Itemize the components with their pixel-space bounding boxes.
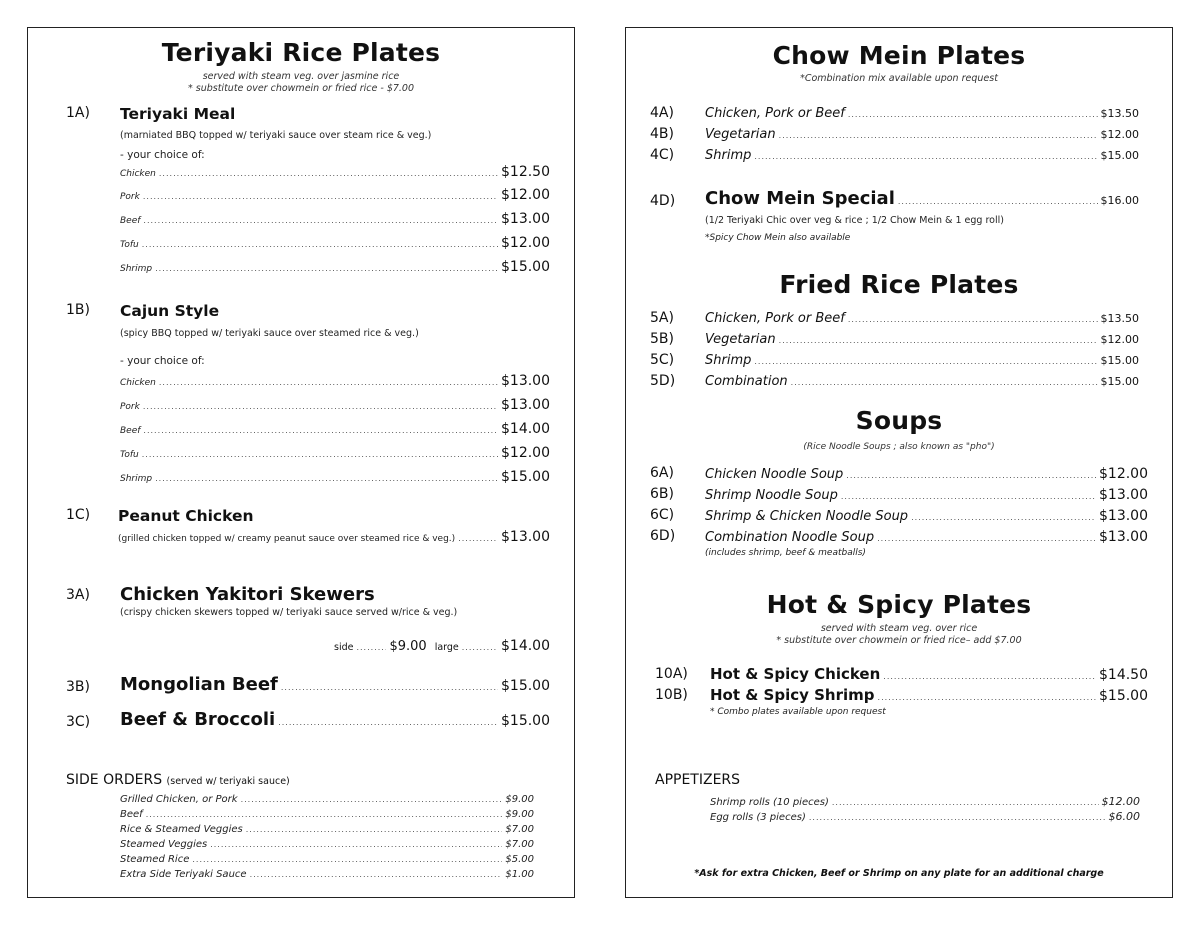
item-number: 10A) bbox=[655, 666, 688, 682]
leader-dots bbox=[848, 315, 1098, 324]
menu-item-row bbox=[120, 445, 550, 461]
item-label: Shrimp Noodle Soup bbox=[705, 488, 838, 503]
item-number: 6A) bbox=[650, 465, 674, 481]
item-label: Shrimp bbox=[120, 474, 153, 484]
item-number: 6D) bbox=[650, 528, 676, 544]
item-price: $13.00 bbox=[501, 529, 550, 545]
item-number: 6C) bbox=[650, 507, 675, 523]
teriyaki-subtitle: served with steam veg. over jasmine rice bbox=[202, 71, 400, 82]
item-price: $7.00 bbox=[505, 839, 534, 850]
menu-item-row bbox=[705, 106, 1139, 121]
item-label: Shrimp & Chicken Noodle Soup bbox=[705, 509, 909, 524]
beef-broccoli-row bbox=[120, 709, 550, 730]
item-number: 1B) bbox=[66, 302, 90, 318]
leader-dots bbox=[458, 534, 498, 543]
item-number: 3C) bbox=[66, 714, 91, 730]
item-number: 3A) bbox=[66, 587, 90, 603]
item-label: Pork bbox=[120, 402, 140, 412]
item-price: $14.00 bbox=[501, 421, 550, 437]
item-price: $13.00 bbox=[1099, 529, 1148, 545]
item-label: Hot & Spicy Chicken bbox=[710, 665, 881, 683]
side-order-row bbox=[120, 794, 534, 805]
menu-item-row bbox=[120, 164, 550, 180]
leader-dots bbox=[155, 474, 498, 483]
leader-dots bbox=[155, 264, 498, 273]
leader-dots bbox=[754, 152, 1097, 161]
menu-item-row bbox=[120, 211, 550, 227]
yakitori-heading: Chicken Yakitori Skewers bbox=[120, 584, 375, 605]
item-price: $6.00 bbox=[1108, 810, 1140, 823]
side-price: $9.00 bbox=[389, 639, 427, 654]
leader-dots bbox=[142, 450, 498, 459]
leader-dots bbox=[246, 825, 503, 834]
menu-item-row bbox=[705, 466, 1148, 482]
item-number: 5A) bbox=[650, 310, 674, 326]
soups-subtitle: (Rice Noodle Soups ; also known as "pho") bbox=[803, 442, 995, 452]
side-orders-note: (served w/ teriyaki sauce) bbox=[166, 776, 290, 787]
item-label: Steamed Veggies bbox=[120, 839, 208, 850]
menu-item-row bbox=[705, 127, 1139, 142]
item-label: Steamed Rice bbox=[120, 854, 190, 865]
menu-item-row bbox=[705, 487, 1148, 503]
leader-dots bbox=[877, 534, 1096, 543]
menu-item-row bbox=[705, 508, 1148, 524]
item-label: Combination bbox=[705, 374, 788, 389]
cajun-style-description: (spicy BBQ topped w/ teriyaki sauce over steamed rice & veg.) bbox=[120, 328, 419, 339]
leader-dots bbox=[142, 240, 498, 249]
choice-label: - your choice of: bbox=[120, 355, 205, 367]
right-menu-panel bbox=[625, 27, 1173, 898]
item-price: $15.00 bbox=[501, 713, 550, 729]
menu-item-row bbox=[705, 332, 1139, 347]
menu-item-row bbox=[120, 469, 550, 485]
teriyaki-substitute-note: * substitute over chowmein or fried rice - $7.00 bbox=[187, 83, 415, 94]
large-price: $14.00 bbox=[501, 638, 550, 654]
side-label: side bbox=[334, 642, 354, 653]
item-label: Chicken, Pork or Beef bbox=[705, 311, 845, 326]
item-label: Pork bbox=[120, 192, 140, 202]
item-number: 6B) bbox=[650, 486, 674, 502]
item-number: 1C) bbox=[66, 507, 91, 523]
leader-dots bbox=[779, 131, 1098, 140]
side-order-row bbox=[120, 854, 534, 865]
leader-dots bbox=[898, 197, 1098, 206]
item-label: Chicken bbox=[120, 378, 156, 388]
item-label: Egg rolls (3 pieces) bbox=[710, 812, 806, 823]
item-label: Shrimp bbox=[705, 148, 752, 163]
side-order-row bbox=[120, 839, 534, 850]
item-price: $12.50 bbox=[501, 164, 550, 180]
leader-dots bbox=[841, 492, 1096, 501]
item-label: Beef bbox=[120, 809, 143, 820]
item-price: $12.00 bbox=[1099, 466, 1148, 482]
hot-spicy-subtitle: served with steam veg. over rice bbox=[820, 623, 978, 634]
leader-dots bbox=[846, 471, 1096, 480]
item-label: Combination Noodle Soup bbox=[705, 530, 875, 545]
leader-dots bbox=[911, 513, 1096, 522]
item-price: $12.00 bbox=[501, 235, 550, 251]
leader-dots bbox=[210, 840, 502, 849]
peanut-chicken-heading: Peanut Chicken bbox=[118, 507, 254, 525]
menu-item-row bbox=[120, 373, 550, 389]
leader-dots bbox=[159, 169, 498, 178]
item-label: Hot & Spicy Shrimp bbox=[710, 686, 875, 704]
side-orders-title bbox=[66, 772, 290, 788]
hot-spicy-substitute-note: * substitute over chowmein or fried rice– add $7.00 bbox=[776, 635, 1022, 646]
leader-dots bbox=[281, 683, 498, 692]
mongolian-beef-row bbox=[120, 674, 550, 695]
item-price: $5.00 bbox=[505, 854, 534, 865]
teriyaki-title: Teriyaki Rice Plates bbox=[161, 38, 441, 67]
leader-dots bbox=[278, 718, 498, 727]
cajun-style-heading: Cajun Style bbox=[120, 302, 220, 320]
appetizers-title: APPETIZERS bbox=[655, 772, 741, 788]
side-order-row bbox=[120, 809, 534, 820]
choice-label: - your choice of: bbox=[120, 149, 205, 161]
item-price: $14.50 bbox=[1099, 667, 1148, 683]
item-label: Shrimp bbox=[120, 264, 153, 274]
leader-dots bbox=[143, 216, 498, 225]
menu-item-row bbox=[118, 529, 550, 545]
item-number: 10B) bbox=[655, 687, 688, 703]
combo-plates-note: * Combo plates available upon request bbox=[710, 707, 886, 717]
side-order-row bbox=[120, 869, 534, 880]
item-label: Beef bbox=[120, 216, 141, 226]
combination-soup-note: (includes shrimp, beef & meatballs) bbox=[705, 548, 866, 558]
hot-spicy-title: Hot & Spicy Plates bbox=[766, 590, 1032, 619]
menu-item-row bbox=[705, 311, 1139, 326]
leader-dots bbox=[848, 110, 1098, 119]
item-price: $13.50 bbox=[1100, 107, 1139, 120]
appetizer-row bbox=[710, 795, 1140, 808]
item-number: 5B) bbox=[650, 331, 674, 347]
menu-item-row bbox=[705, 529, 1148, 545]
item-number: 4A) bbox=[650, 105, 674, 121]
mongolian-beef-heading: Mongolian Beef bbox=[120, 674, 278, 695]
leader-dots bbox=[878, 693, 1096, 702]
item-price: $9.00 bbox=[505, 794, 534, 805]
item-price: $16.00 bbox=[1100, 194, 1139, 207]
menu-item-row bbox=[120, 421, 550, 437]
item-number: 3B) bbox=[66, 679, 90, 695]
item-price: $13.00 bbox=[1099, 508, 1148, 524]
leader-dots bbox=[791, 378, 1098, 387]
leader-dots bbox=[146, 810, 503, 819]
menu-item-row bbox=[710, 665, 1148, 683]
chow-mein-subtitle: *Combination mix available upon request bbox=[800, 73, 998, 84]
chow-mein-title: Chow Mein Plates bbox=[772, 41, 1026, 70]
item-price: $12.00 bbox=[1100, 333, 1139, 346]
item-price: $12.00 bbox=[1101, 795, 1140, 808]
item-number: 4B) bbox=[650, 126, 674, 142]
item-price: $15.00 bbox=[1099, 688, 1148, 704]
item-number: 1A) bbox=[66, 105, 90, 121]
item-price: $13.00 bbox=[501, 397, 550, 413]
leader-dots bbox=[143, 402, 498, 411]
menu-item-row bbox=[120, 235, 550, 251]
peanut-chicken-description: (grilled chicken topped w/ creamy peanut sauce over steamed rice & veg.) bbox=[118, 534, 456, 544]
item-label: Rice & Steamed Veggies bbox=[120, 824, 243, 835]
appetizer-row bbox=[710, 810, 1140, 823]
item-price: $15.00 bbox=[1100, 375, 1139, 388]
item-price: $15.00 bbox=[501, 678, 550, 694]
leader-dots bbox=[250, 870, 503, 879]
leader-dots bbox=[356, 643, 386, 652]
leader-dots bbox=[832, 798, 1099, 807]
item-price: $13.00 bbox=[501, 373, 550, 389]
item-price: $12.00 bbox=[501, 445, 550, 461]
item-price: $15.00 bbox=[501, 259, 550, 275]
item-price: $7.00 bbox=[505, 824, 534, 835]
chow-mein-special-row bbox=[705, 188, 1139, 209]
leader-dots bbox=[883, 672, 1096, 681]
menu-item-row bbox=[705, 353, 1139, 368]
item-price: $15.00 bbox=[1100, 354, 1139, 367]
leader-dots bbox=[809, 813, 1106, 822]
item-label: Vegetarian bbox=[705, 332, 776, 347]
item-label: Chicken bbox=[120, 169, 156, 179]
leader-dots bbox=[143, 192, 498, 201]
item-price: $15.00 bbox=[501, 469, 550, 485]
leader-dots bbox=[462, 643, 498, 652]
teriyaki-meal-heading: Teriyaki Meal bbox=[120, 105, 236, 123]
leader-dots bbox=[779, 336, 1098, 345]
menu-item-row bbox=[120, 259, 550, 275]
leader-dots bbox=[754, 357, 1097, 366]
large-label: large bbox=[434, 642, 459, 653]
item-price: $13.00 bbox=[501, 211, 550, 227]
side-order-row bbox=[120, 824, 534, 835]
leader-dots bbox=[143, 426, 498, 435]
item-label: Tofu bbox=[120, 450, 139, 460]
item-label: Chicken Noodle Soup bbox=[705, 467, 844, 482]
menu-item-row bbox=[120, 397, 550, 413]
item-price: $12.00 bbox=[501, 187, 550, 203]
leader-dots bbox=[192, 855, 502, 864]
item-price: $13.50 bbox=[1100, 312, 1139, 325]
menu-item-row bbox=[705, 374, 1139, 389]
spicy-chow-mein-note: *Spicy Chow Mein also available bbox=[705, 233, 851, 243]
item-label: Shrimp rolls (10 pieces) bbox=[710, 797, 829, 808]
item-number: 4C) bbox=[650, 147, 675, 163]
menu-item-row bbox=[710, 686, 1148, 704]
leader-dots bbox=[159, 378, 498, 387]
item-price: $13.00 bbox=[1099, 487, 1148, 503]
leader-dots bbox=[241, 795, 503, 804]
beef-broccoli-heading: Beef & Broccoli bbox=[120, 709, 276, 730]
side-orders-label: SIDE ORDERS bbox=[66, 772, 163, 788]
menu-item-row bbox=[120, 187, 550, 203]
item-label: Tofu bbox=[120, 240, 139, 250]
fried-rice-title: Fried Rice Plates bbox=[779, 270, 1019, 299]
yakitori-side-row bbox=[334, 638, 550, 654]
chow-mein-special-description: (1/2 Teriyaki Chic over veg & rice ; 1/2 Chow Mein & 1 egg roll) bbox=[705, 215, 1004, 226]
item-price: $1.00 bbox=[505, 869, 534, 880]
item-number: 4D) bbox=[650, 193, 676, 209]
yakitori-description: (crispy chicken skewers topped w/ teriyaki sauce served w/rice & veg.) bbox=[120, 607, 458, 618]
chow-mein-special-heading: Chow Mein Special bbox=[705, 188, 895, 209]
item-price: $12.00 bbox=[1100, 128, 1139, 141]
soups-title: Soups bbox=[855, 406, 943, 435]
item-label: Chicken, Pork or Beef bbox=[705, 106, 845, 121]
item-price: $9.00 bbox=[505, 809, 534, 820]
item-label: Shrimp bbox=[705, 353, 752, 368]
item-label: Grilled Chicken, or Pork bbox=[120, 794, 238, 805]
item-price: $15.00 bbox=[1100, 149, 1139, 162]
item-label: Beef bbox=[120, 426, 141, 436]
item-label: Vegetarian bbox=[705, 127, 776, 142]
extra-protein-note: *Ask for extra Chicken, Beef or Shrimp on any plate for an additional charge bbox=[694, 868, 1104, 879]
menu-item-row bbox=[705, 148, 1139, 163]
left-menu-panel bbox=[27, 27, 575, 898]
teriyaki-meal-description: (marniated BBQ topped w/ teriyaki sauce over steam rice & veg.) bbox=[120, 130, 432, 141]
item-number: 5D) bbox=[650, 373, 676, 389]
item-label: Extra Side Teriyaki Sauce bbox=[120, 869, 247, 880]
item-number: 5C) bbox=[650, 352, 675, 368]
